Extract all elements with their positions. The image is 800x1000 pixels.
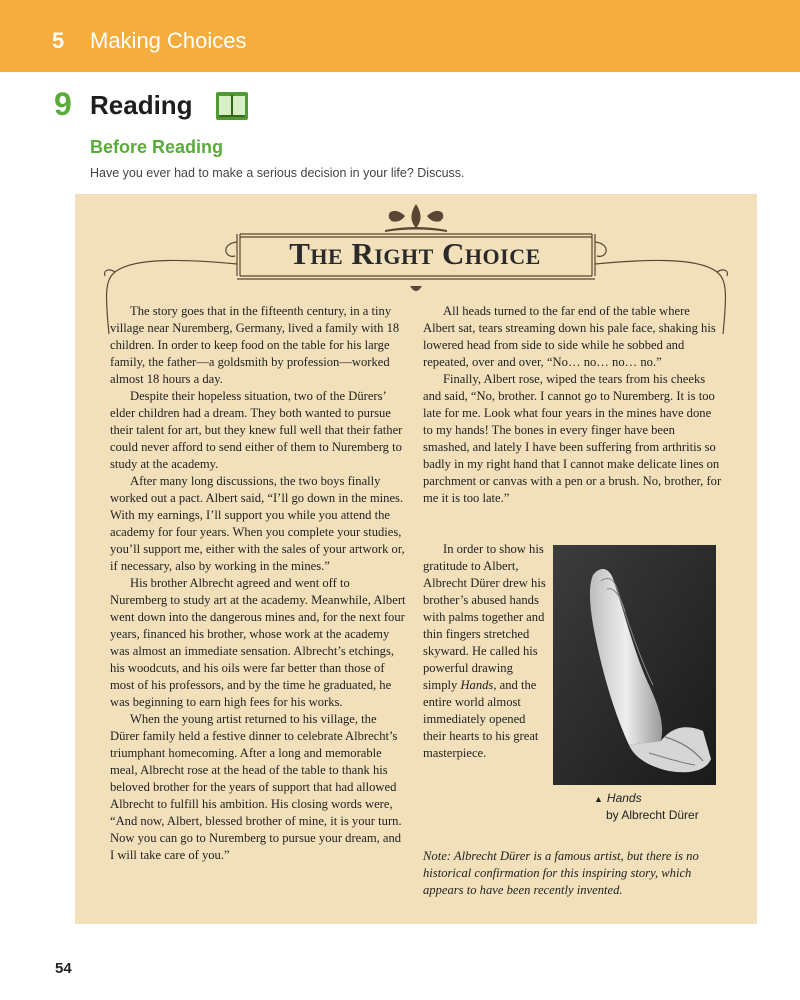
story-title: The Right Choice <box>289 236 541 271</box>
discussion-prompt: Have you ever had to make a serious decision in your life? Discuss. <box>90 166 465 180</box>
book-icon <box>216 92 248 120</box>
page-number: 54 <box>55 960 72 977</box>
artwork-title-inline: Hands <box>460 678 494 692</box>
story-left-column <box>110 303 408 864</box>
story-right-column <box>423 303 723 507</box>
story-note: Note: Albrecht Dürer is a famous artist, but there is no historical confirmation for this inspiring story, which appears to have been recently invented. <box>423 849 699 897</box>
caption-title: Hands <box>606 791 642 805</box>
caption-byline: by Albrecht Dürer <box>606 808 699 822</box>
story-paragraph: The story goes that in the fifteenth century, in a tiny village near Nuremberg, Germany, lived a family with 18 children. In order to keep food on the table for his large family, the father—a goldsmith by profession—worked almost 18 hours a day. <box>110 304 400 386</box>
praying-hands-drawing <box>553 545 716 785</box>
section-title: Reading <box>90 90 193 120</box>
story-wrap-paragraph <box>423 541 548 762</box>
story-paragraph: Finally, Albert rose, wiped the tears from his cheeks and said, “No, brother. I cannot go to Nuremberg. It is too late for me. Look what four years in the mines have done to my hands! The bones in every finger have been smashed, and lately I have been suffering from arthritis so badly in my right hand that I cannot make delicate lines on parchment or canvas with a pen or a brush. No, brother, for me it is too late.” <box>423 372 722 505</box>
unit-number: 5 <box>52 28 65 53</box>
before-reading-heading: Before Reading <box>90 137 224 157</box>
unit-title: Making Choices <box>90 28 247 53</box>
story-paragraph: His brother Albrecht agreed and went off to Nuremberg to study art at the academy. Meanwhile, Albert went down into the dangerous mines and, for the next four years, financed his brother, whose work at the academy was almost an immediate sensation. Albrecht’s etchings, his woodcuts, and his oils were far better than those of most of his professors, and by the time he graduated, he was beginning to earn high fees for his works. <box>110 576 406 709</box>
story-paragraph: Despite their hopeless situation, two of the Dürers’ elder children had a dream. They both wanted to pursue their talent for art, but they knew full well that their father could never afford to send either of them to Nuremberg to study at the academy. <box>110 389 403 471</box>
section-number: 9 <box>54 86 72 122</box>
story-paragraph: When the young artist returned to his village, the Dürer family held a festive dinner to celebrate Albrecht’s triumphant homecoming. After a long and memorable meal, Albrecht rose at the head of the table to thank his beloved brother for the years of support that had allowed Albrecht to fulfill his ambition. His closing words were, “And now, Albert, blessed brother of mine, it is your turn. Now you can go to Nuremberg to pursue your dream, and I will take care of you.” <box>110 712 402 862</box>
caption-pointer-icon: ▲ <box>594 794 603 804</box>
wrap-text-end: , and the entire world almost immediately opened their hearts to his great masterpiece. <box>423 678 539 760</box>
story-paragraph: After many long discussions, the two boys finally worked out a pact. Albert said, “I’ll go down in the mines. With my earnings, I’ll support you while you attend the academy for four years. When you complete your studies, you’ll support me, either with the sales of your artwork or, if necessary, also by working in the mines.” <box>110 474 405 573</box>
image-caption <box>594 790 699 823</box>
wrap-text-start: In order to show his gratitude to Albert, Albrecht Dürer drew his brother’s abused hands with palms together and thin fingers stretched skyward. He called his powerful drawing simply <box>423 542 546 692</box>
story-paragraph: All heads turned to the far end of the table where Albert sat, tears streaming down his pale face, shaking his lowered head from side to side while he sobbed and repeated, over and over, “No… no… no… no.” <box>423 304 716 369</box>
